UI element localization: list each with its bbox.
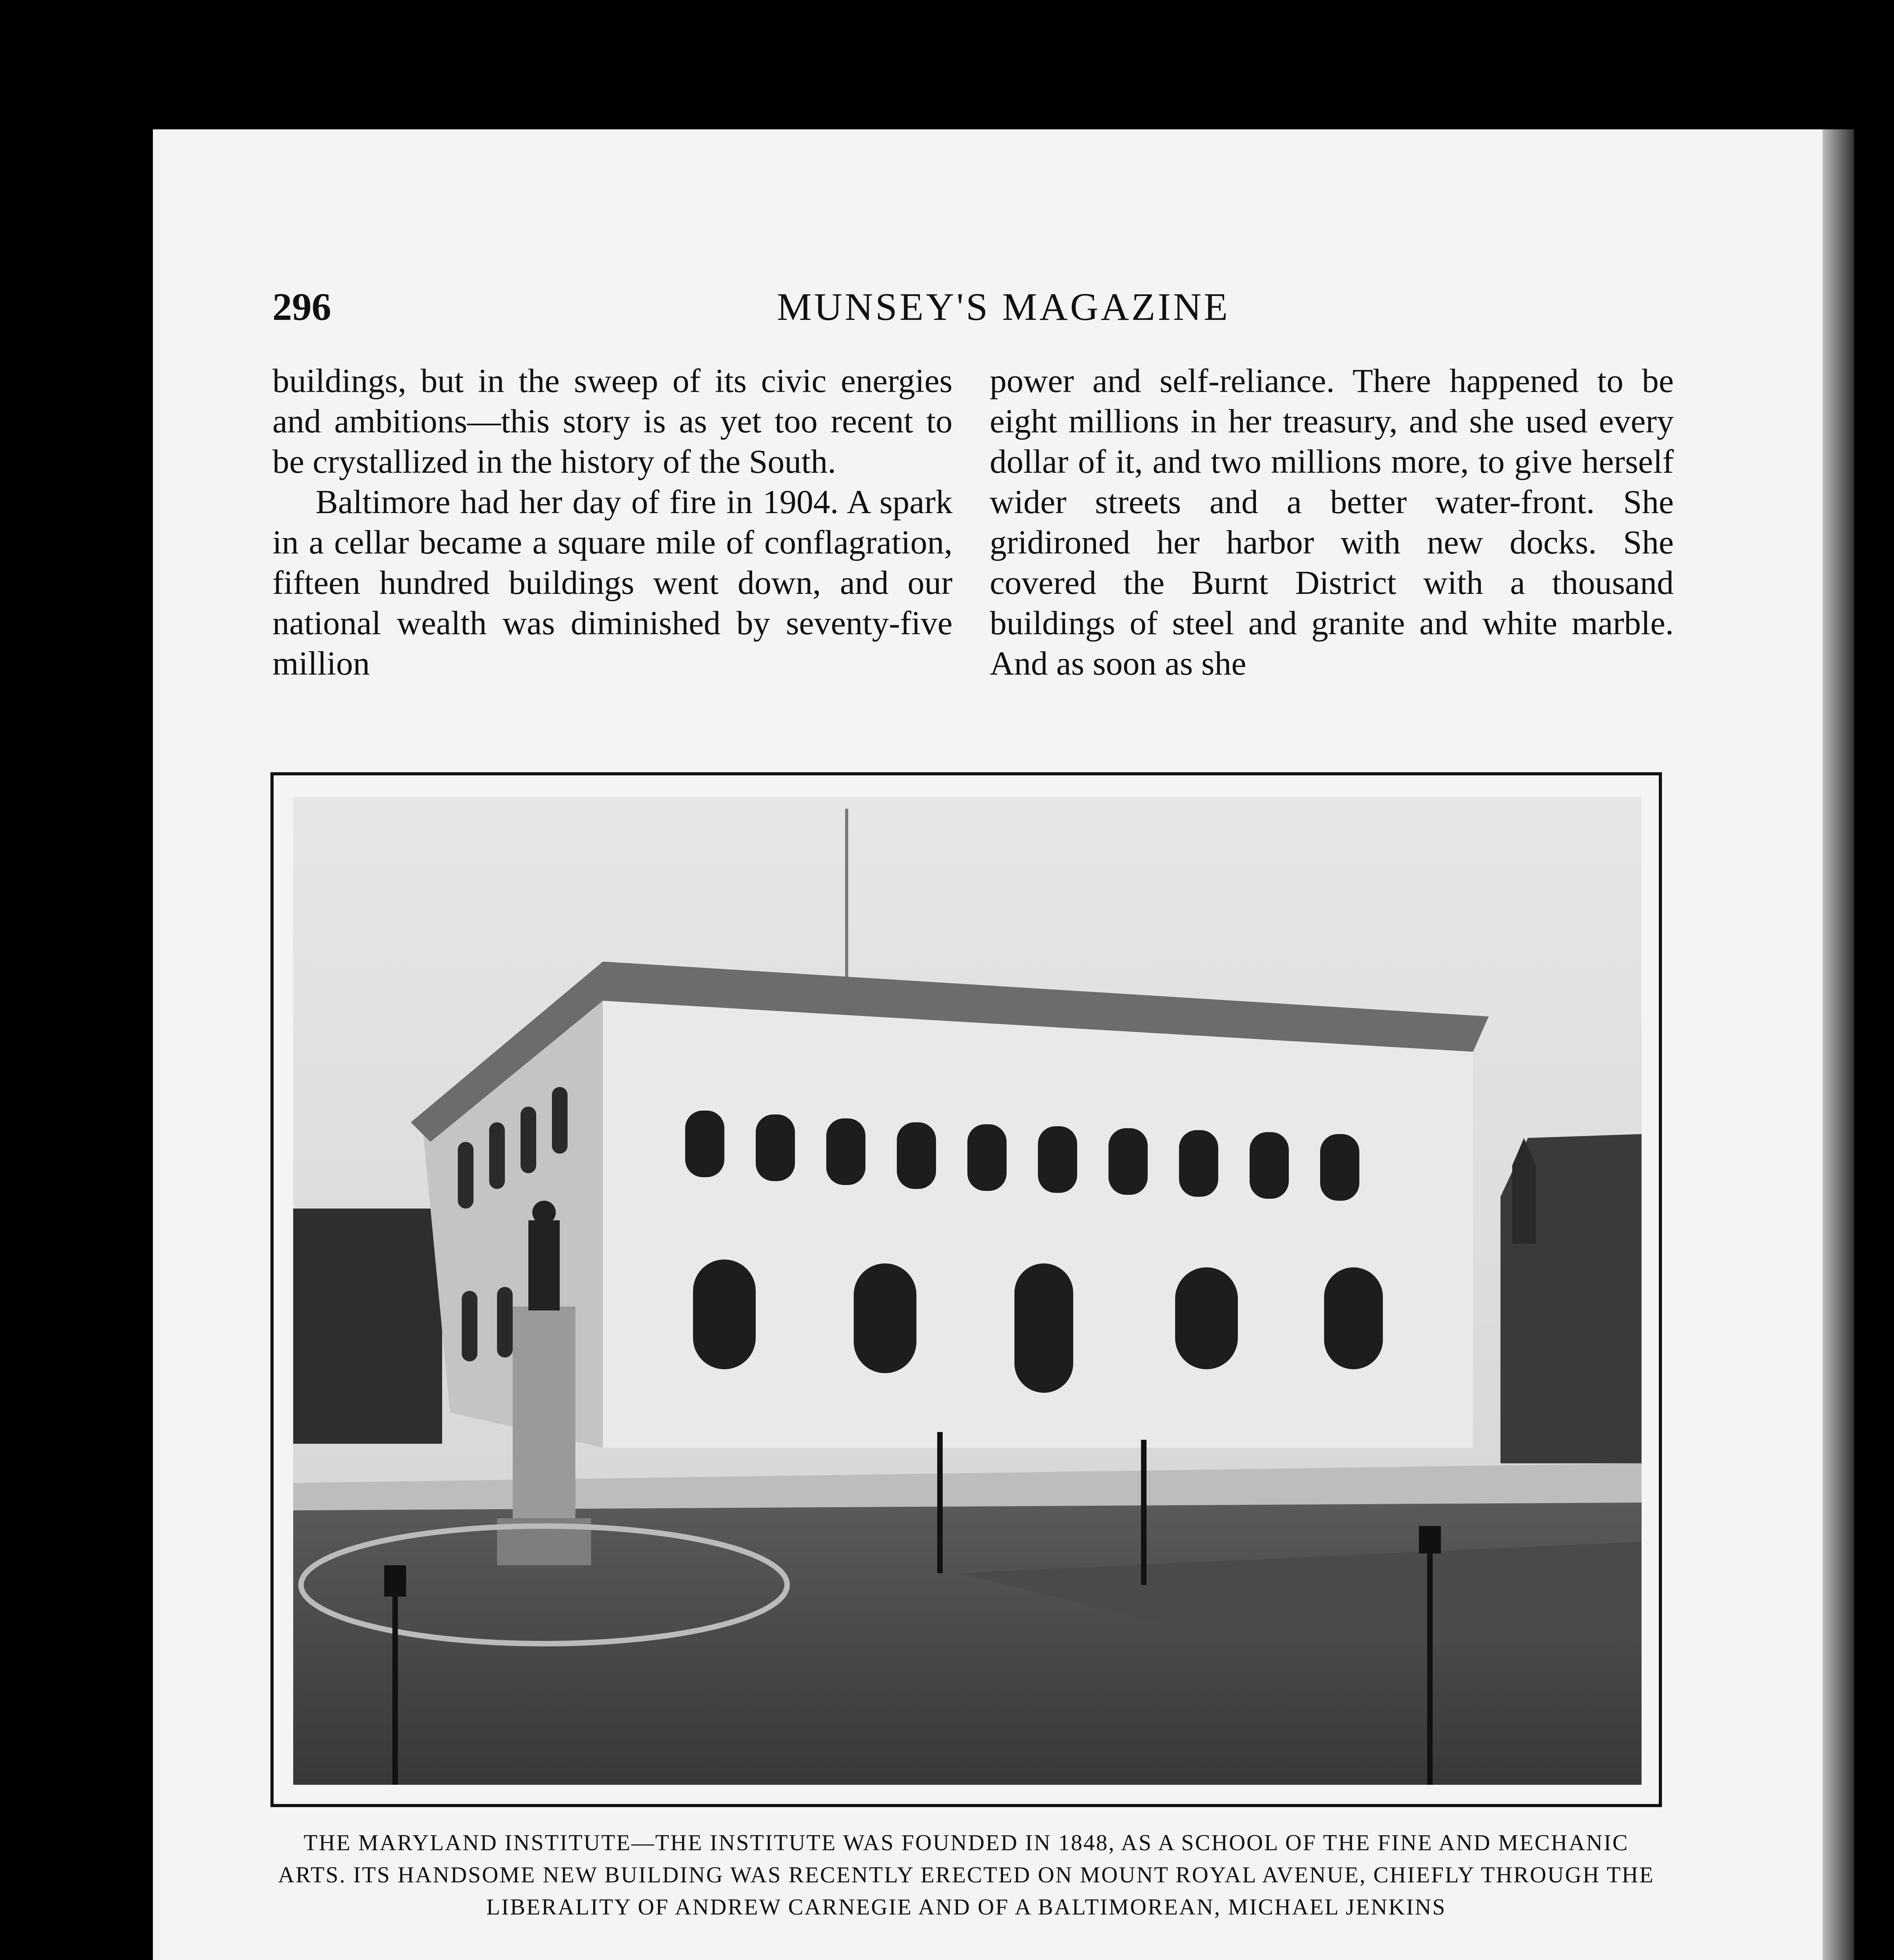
running-title: MUNSEY'S MAGAZINE (776, 285, 1230, 328)
paragraph: buildings, but in the sweep of its civic energies and ambitions—this story is as yet too recent to be crystallized in the history of the South. (272, 362, 952, 480)
page-number: 296 (272, 285, 331, 328)
top-right-column (990, 361, 1674, 684)
paragraph: power and self-reliance. There happened to be eight millions in her treasury, and she used every dollar of it, and two millions more, to give herself wider streets and a better water-front. She gridironed her harbor with new docks. She covered the Burnt District with a thousand buildings of steel and granite and white marble. And as soon as she (990, 362, 1674, 682)
magazine-page (153, 129, 1854, 1960)
page-spine-shadow (1823, 129, 1854, 1960)
top-left-column (272, 361, 952, 684)
paragraph: Baltimore had her day of fire in 1904. A spark in a cellar became a square mile of conflagration, fifteen hundred buildings went down, and our national wealth was diminished by seventy-five million (272, 483, 952, 682)
maryland-institute-photo (270, 772, 1662, 1807)
building-photo-illustration (293, 797, 1642, 1785)
photo-caption: THE MARYLAND INSTITUTE—THE INSTITUTE WAS FOUNDED IN 1848, AS A SCHOOL OF THE FINE AND MECHANIC ARTS. ITS HANDSOME NEW BUILDING WAS RECENTLY ERECTED ON MOUNT ROYAL AVENUE, CHIEFLY THROUGH THE LIBERALITY OF ANDREW CARNEGIE AND OF A BALTIMOREAN, MICHAEL JENKINS (278, 1830, 1655, 1920)
